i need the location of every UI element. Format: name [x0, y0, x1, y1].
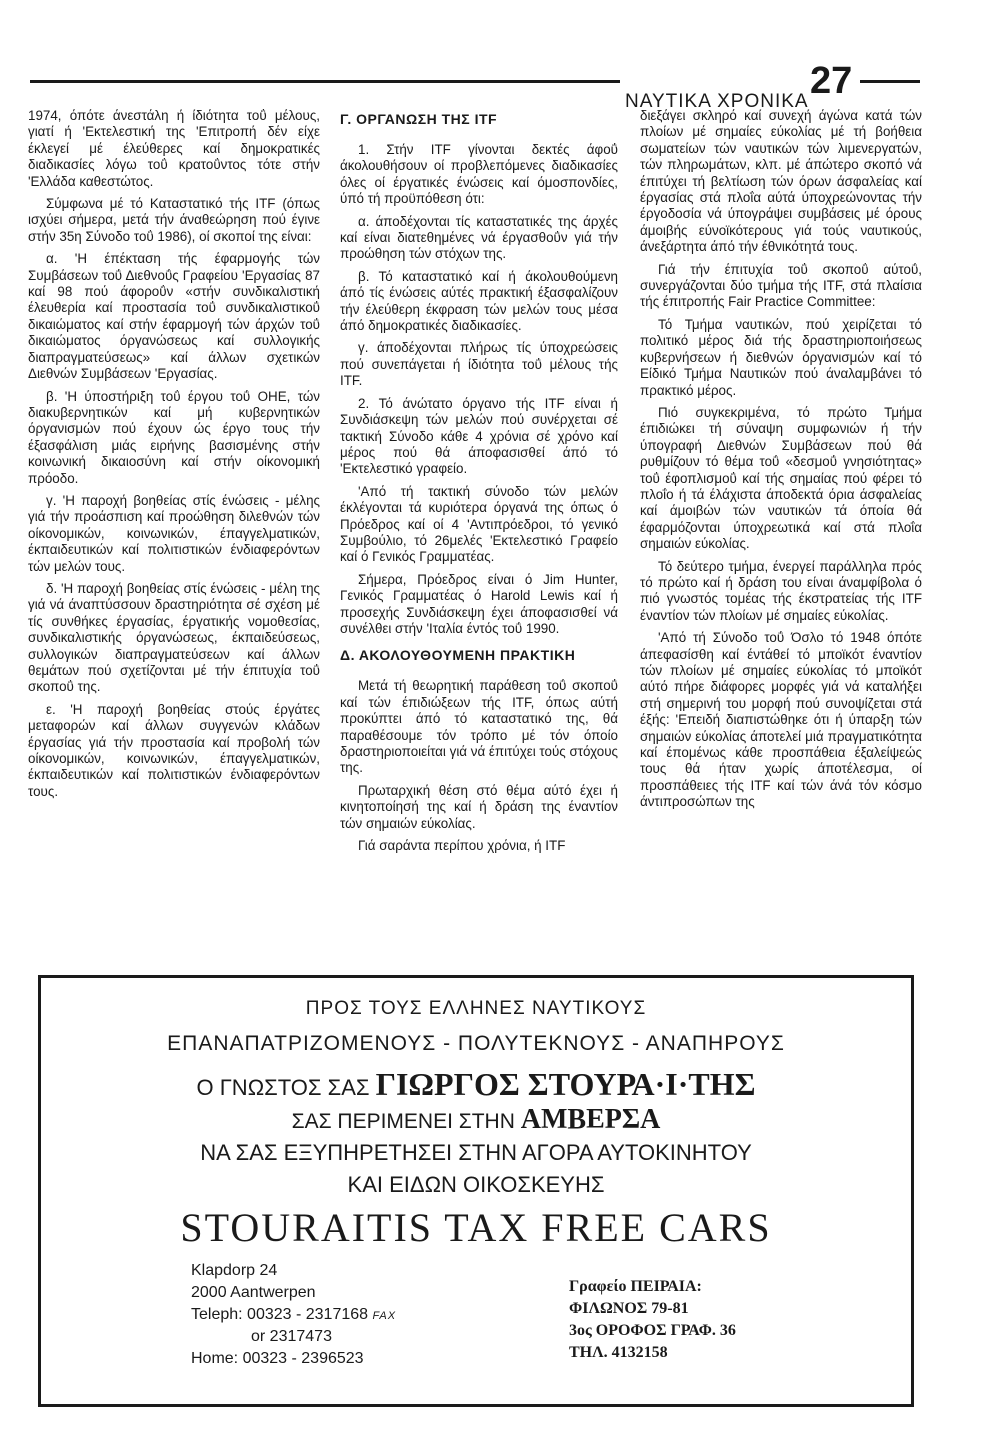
paragraph: 1. Στήν ITF γίνονται δεκτές άφοΰ άκολουθήσουν οί προβλεπόμενες διαδικασίες όλες οί έργατικές ένώσεις καί όμοσπονδίες, ύπό τή προϋπόθεση ότι:: [340, 142, 618, 207]
ad-phone-number: Teleph: 00323 - 2317168: [191, 1306, 369, 1323]
ad-phone-alt: or 2317473: [251, 1328, 332, 1345]
section-heading-organization: Γ. ΟΡΓΑΝΩΣΗ ΤΗΣ ITF: [340, 111, 498, 127]
ad-company-name: STOURAITIS TAX FREE CARS: [180, 1205, 772, 1250]
paragraph: διεξάγει σκληρό καί συνεχή άγώνα κατά τών πλοίων μέ σημαίες εύκολίας μέ τή βοήθεια σωματείων τών ναυτικών τών λιμενεργατών, τών πληρωμάτων, κλπ. μέ άπώτερο σκοπό νά έπιτύχει τή βελτίωση τών όρων άσφαλείας καί έργασίας στά πλοΐα αύτά ύποχρεώνοντας τήν έργοδοσία νά ύπογράψει συμβάσεις μέ όρους άμοιβής εύνοϊκότερους γιά τούς ναυτικούς, άνεξάρτητα άπό τήν έθνικότητά τους.: [640, 108, 922, 255]
ad-fax-label: FAX: [372, 1310, 397, 1322]
masthead-title: ΝΑΥΤΙΚΑ ΧΡΟΝΙΚΑ: [625, 91, 809, 112]
ad-piraeus-title: Γραφείο ΠΕΙΡΑΙΑ:: [569, 1278, 702, 1295]
article-column-3: [640, 108, 922, 817]
ad-home-phone: Home: 00323 - 2396523: [191, 1350, 364, 1367]
paragraph: α. άποδέχονται τίς καταστατικές της άρχές καί είναι διατεθημένες νά έργασθοΰν γιά τήν προώθηση τών στόχων της.: [340, 213, 618, 262]
paragraph: ε. 'Η παροχή βοηθείας στούς έργάτες μεταφορών καί άλλων συγγενών κλάδων έργασίας γιά τήν προστασία καί προβολή τών οίκονομικών, κοινωνικών, έπαγγελματικών, έκπαιδευτικών καί πολιτιστικών ένδιαφερόντων τους.: [28, 701, 320, 799]
paragraph: Γιά τήν έπιτυχία τοΰ σκοποΰ αύτοΰ, συνεργάζονται δύο τμήμα τής ITF, στά πλαίσια τής έπιτροπής Fair Practice Committee:: [640, 261, 922, 310]
paragraph: γ. άποδέχονται πλήρως τίς ύποχρεώσεις πού συνεπάγεται ή ίδιότητα τοΰ μέλους τής ITF.: [340, 340, 618, 389]
ad-piraeus-floor: 3ος ΟΡΟΦΟΣ ΓΡΑΦ. 36: [569, 1322, 736, 1339]
paragraph: α. 'Η έπέκταση τής έφαρμογής τών Συμβάσεων τοΰ Διεθνοΰς Γραφείου 'Εργασίας 87 καί 98 πού άφοροΰν «στήν συνδικαλιστική έλευθερία καί προστασία τοΰ συνδικαλιστικοΰ δικαιώματος καί στήν έφαρμογή τών άρχών τοΰ δικαιώματος όργανώσεως καί συλλογικής διαπραγματεύσεως» καί άλλων σχετικών Διεθνών Συμβάσεων 'Εργασίας.: [28, 251, 320, 382]
paragraph: β. 'Η ύποστήριξη τοΰ έργου τοΰ ΟΗΕ, τών διακυβερνητικών καί μή κυβερνητικών όργανισμών πού έχουν ώς έργο τους τήν έξασφάλιση μιάς ειρήνης βασισμένης στήν κοινωνική δικαιοσύνη καί στήν οίκονομική πρόοδο.: [28, 388, 320, 486]
ad-antwerp-contact: [191, 1260, 396, 1370]
ad-headline-6: ΚΑΙ ΕΙΔΩΝ ΟΙΚΟΣΚΕΥΗΣ: [347, 1172, 605, 1197]
paragraph: δ. 'Η παροχή βοηθείας στίς ένώσεις - μέλη της γιά νά άναπτύσσουν δραστηριότητα σέ σχέση μέ τίς συνθήκες έργασίας, έργατικής νομοθεσίας, συνδικαλιστικής όργανώσεως, έκπαιδεύσεως, συλλογικών διαπραγματεύσεων καί άλλων θεμάτων πού σχετίζονται μέ τήν έπιτυχία τοΰ σκοποΰ της.: [28, 580, 320, 695]
paragraph: Πιό συγκεκριμένα, τό πρώτο Τμήμα έπιδιώκει τή σύναψη συμφωνιών ή τήν ύπογραφή Διεθνών Συμβάσεων πού θά ρυθμίζουν τό θέμα τοΰ «δεσμοΰ γνησιότητας» τοΰ έφοπλισμοΰ καί τής σημαίας πού φέρει τό πλοΐο ή τά έλάχιστα άποδεκτά όρια άσφαλείας καί άμοιβών τών ναυτικών τά όποία θά έφαρμόζονται ύποχρεωτικά καί στά πλοΐα σημαιών εύκολίας.: [640, 404, 922, 552]
ad-city-name: ΑΜΒΕΡΣΑ: [520, 1104, 661, 1135]
section-heading-practice: Δ. ΑΚΟΛΟΥΘΟΥΜΕΝΗ ΠΡΑΚΤΙΚΗ: [340, 647, 576, 664]
ad-headline-1: ΠΡΟΣ ΤΟΥΣ ΕΛΛΗΝΕΣ ΝΑΥΤΙΚΟΥΣ: [305, 998, 647, 1019]
ad-address-line: Klapdorp 24: [191, 1262, 278, 1279]
paragraph: γ. 'Η παροχή βοηθείας στίς ένώσεις - μέλης γιά τήν προάσπιση καί προώθηση διλεθνών τών οίκονομικών, κοινωνικών, έπαγγελματικών, έκπαιδευτικών καί πολιτιστικών ένδιαφερόντων τών μελών τους.: [28, 492, 320, 574]
paragraph: 1974, όπότε άνεστάλη ή ίδιότητα τοΰ μέλους, γιατί ή 'Εκτελεστική της 'Επιτροπή δέν είχε έκλεγεί μέ έλεύθερες καί δημοκρατικές διαδικασίες λόγω τοΰ κρατοΰντος τότε στήν 'Ελλάδα καθεστώτος.: [28, 108, 320, 189]
page-number: 27: [810, 60, 853, 102]
ad-headline-5: ΝΑ ΣΑΣ ΕΞΥΠΗΡΕΤΗΣΕΙ ΣΤΗΝ ΑΓΟΡΑ ΑΥΤΟΚΙΝΗΤΟΥ: [200, 1140, 752, 1165]
article-column-2: [340, 111, 618, 860]
ad-headline-3: [41, 1066, 911, 1103]
paragraph: β. Τό καταστατικό καί ή άκολουθούμενη άπό τίς ένώσεις αύτές πρακτική έξασφαλίζουν τήν έλεύθερη έκφραση τών μελών τους μέσα άπό δημοκρατικές διαδικασίες.: [340, 268, 618, 334]
paragraph: Μετά τή θεωρητική παράθεση τοΰ σκοποΰ καί τών έπιδιώξεων τής ITF, όπως αύτή προκύπτει άπό τό καταστατικό της, θά παραθέσουμε τόν τρόπο μέ τόν όποίο δραστηριοποιείται γιά νά έπιτύχει τούς στόχους της.: [340, 678, 618, 776]
header-rule-left: [30, 80, 620, 83]
ad-phone-line: [191, 1304, 396, 1326]
paragraph: 'Από τή τακτική σύνοδο τών μελών έκλέγονται τά κυριότερα όργανά της όπως ό Πρόεδρος καί οί 4 'Αντιπρόεδροι, τό γενικό Συμβούλιο, τό 26μελές 'Εκτελεστικό Γραφείο καί ό Γενικός Γραμματέας.: [340, 483, 618, 565]
paragraph: 'Από τή Σύνοδο τοΰ Όσλο τό 1948 όπότε άπεφασίσθη καί έντάθεί τό μποϊκότ έναντίον τών πλοίων μέ σημαίες εύκολίας τό μποϊκότ αύτό πήρε διάφορες μορφές γιά νά καταλήξει στή σημερινή του μορφή πού συνοψίζεται στά έξής: 'Επειδή διαπιστώθηκε ότι ή ύπαρξη τών σημαιών εύκολίας άποτελεί μιά πραγματικότητα καί έπομένως κάθε προσπάθεια έξαλείψεώς τους θά ήταν χωρίς άποτέλεσμα, οί προσπάθειες τής ITF καί τών άνά τόν κόσμο άντιπροσώπων της: [640, 630, 922, 810]
article-column-1: [28, 108, 320, 806]
advertisement-box: [38, 975, 914, 1407]
ad-person-name: ΓΙΩΡΓΟΣ ΣΤΟΥΡΑ·Ι·ΤΗΣ: [375, 1066, 756, 1102]
ad-piraeus-street: ΦΙΛΩΝΟΣ 79-81: [569, 1300, 689, 1317]
paragraph: Πρωταρχική θέση στό θέμα αύτό έχει ή κινητοποίησή της καί ή δράση της έναντίον τών σημαιών εύκολίας.: [340, 782, 618, 831]
paragraph: Τό δεύτερο τμήμα, ένεργεί παράλληλα πρός τό πρώτο καί ή δράση του είναι άναμφίβολα ό πιό γνωστός τομέας τής έκστρατείας τής ITF έναντίον τών πλοίων μέ σημαίες εύκολίας.: [640, 558, 922, 623]
paragraph: 2. Τό άνώτατο όργανο τής ITF είναι ή Συνδιάσκεψη τών μελών πού συνέρχεται σέ τακτική Σύνοδο κάθε 4 χρόνια σέ χρόνο καί μέρος πού θά άποφασισθεί άπό τό 'Εκτελεστικό γραφείο.: [340, 395, 618, 477]
paragraph: Τό Τμήμα ναυτικών, πού χειρίζεται τό πολιτικό μέρος διά τής δραστηριοποιήσεως κυβερνήσεων ή διεθνών όργανισμών καί τό Είδικό Τμήμα Ναυτικών πού άναλαμβάνει τό πρακτικό μέρος.: [640, 316, 922, 398]
paragraph: Γιά σαράντα περίπου χρόνια, ή ITF: [358, 838, 566, 854]
ad-prefix-text: ΣΑΣ ΠΕΡΙΜΕΝΕΙ ΣΤΗΝ: [291, 1110, 515, 1133]
ad-headline-4: [41, 1104, 911, 1136]
ad-address-line: 2000 Aantwerpen: [191, 1284, 316, 1301]
paragraph: Σήμερα, Πρόεδρος είναι ό Jim Hunter, Γενικός Γραμματέας ό Harold Lewis καί ή προσεχής Συνδιάσκεψη έχει άποφασισθεί νά συνέλθει στήν 'Ιταλία έντός τοΰ 1990.: [340, 571, 618, 636]
ad-headline-2: ΕΠΑΝΑΠΑΤΡΙΖΟΜΕΝΟΥΣ - ΠΟΛΥΤΕΚΝΟΥΣ - ΑΝΑΠΗΡΟΥΣ: [167, 1032, 785, 1055]
ad-prefix-text: Ο ΓΝΩΣΤΟΣ ΣΑΣ: [196, 1075, 370, 1100]
ad-piraeus-office: [569, 1276, 736, 1364]
paragraph: Σύμφωνα μέ τό Καταστατικό τής ITF (όπως ισχύει σήμερα, μετά τήν άναθεώρηση πού έγινε στήν 35η Σύνοδο τοΰ 1986), οί σκοποί της είναι:: [28, 196, 320, 244]
ad-piraeus-phone: ΤΗΛ. 4132158: [569, 1344, 668, 1361]
header-rule-right: [860, 80, 920, 83]
